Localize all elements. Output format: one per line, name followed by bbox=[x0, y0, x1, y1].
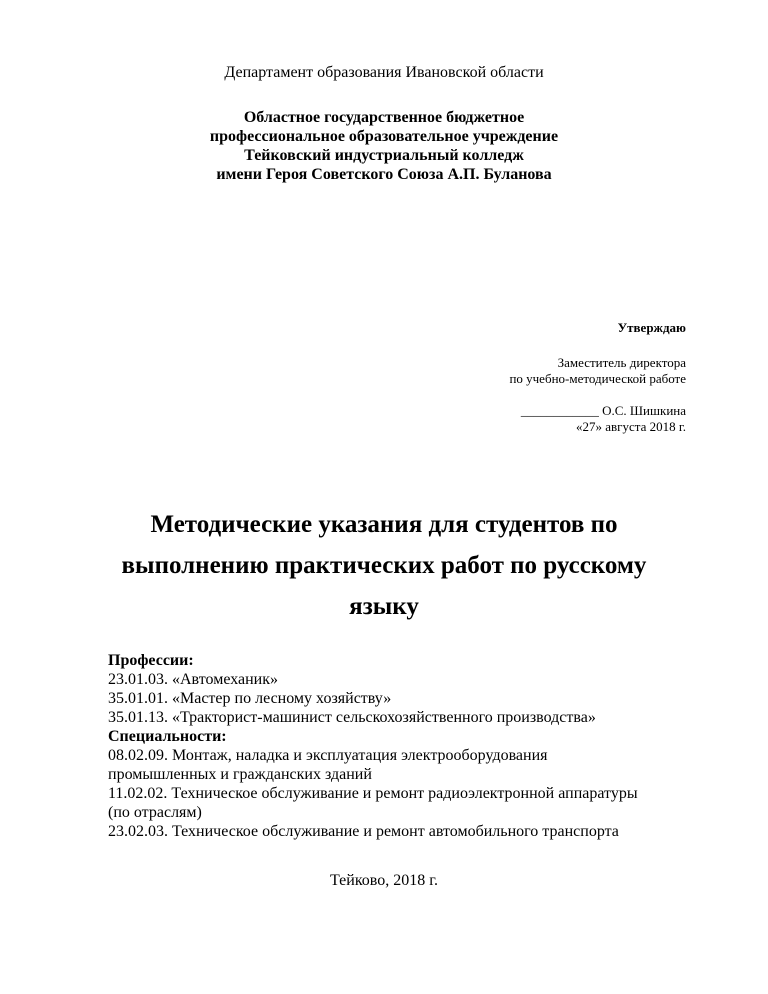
signature-line: ____________ О.С. Шишкина bbox=[520, 403, 686, 418]
institution-name bbox=[0, 108, 768, 184]
institution-line: Тейковский индустриальный колледж bbox=[244, 147, 524, 164]
specialties-heading: Специальности: bbox=[108, 728, 227, 745]
approval-position-line: Заместитель директора bbox=[557, 355, 686, 370]
document-title-line: выполнению практических работ по русскому bbox=[121, 552, 647, 579]
approval-signature-block bbox=[521, 403, 686, 435]
profession-item: 35.01.01. «Мастер по лесному хозяйству» bbox=[108, 690, 392, 707]
specialty-item: 08.02.09. Монтаж, наладка и эксплуатация электрооборудования bbox=[108, 747, 548, 764]
profession-item: 35.01.13. «Тракторист-машинист сельскохозяйственного производства» bbox=[108, 709, 596, 726]
institution-line: имени Героя Советского Союза А.П. Буланова bbox=[216, 166, 552, 183]
institution-line: Областное государственное бюджетное bbox=[243, 109, 525, 126]
specialty-item: промышленных и гражданских зданий bbox=[108, 766, 372, 783]
place-and-year: Тейково, 2018 г. bbox=[330, 872, 438, 889]
document-title bbox=[0, 504, 768, 627]
profession-item: 23.01.03. «Автомеханик» bbox=[108, 671, 278, 688]
approval-title: Утверждаю bbox=[617, 320, 686, 335]
institution-line: профессиональное образовательное учреждение bbox=[209, 128, 559, 145]
professions-heading: Профессии: bbox=[108, 652, 194, 669]
department-name: Департамент образования Ивановской области bbox=[224, 64, 544, 81]
approval-date: «27» августа 2018 г. bbox=[576, 419, 686, 434]
approval-position-line: по учебно-методической работе bbox=[509, 371, 686, 386]
document-title-line: Методические указания для студентов по bbox=[150, 511, 618, 538]
document-title-line: языку bbox=[349, 593, 419, 620]
specialty-item: 11.02.02. Техническое обслуживание и ремонт радиоэлектронной аппаратуры bbox=[108, 785, 638, 802]
approval-position bbox=[509, 355, 686, 387]
professions-section bbox=[108, 651, 708, 841]
specialty-item: (по отраслям) bbox=[108, 804, 202, 821]
specialty-item: 23.02.03. Техническое обслуживание и ремонт автомобильного транспорта bbox=[108, 823, 619, 840]
